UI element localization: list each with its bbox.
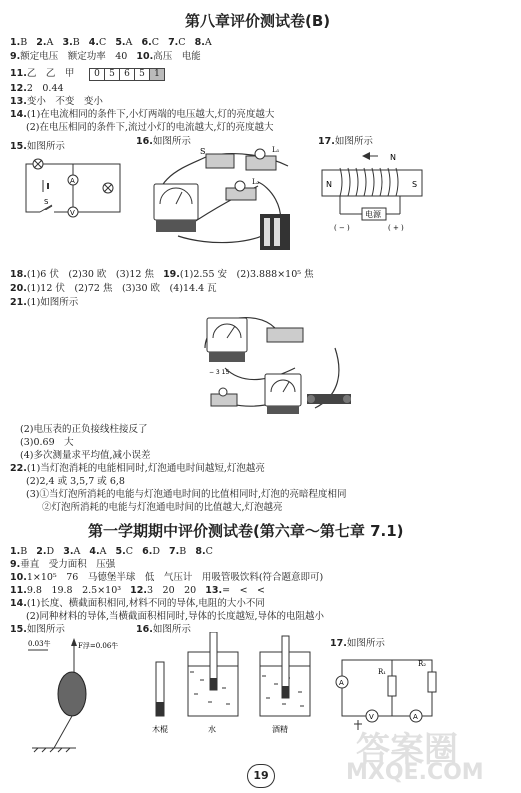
fig16-label: 16.如图所示 (136, 136, 191, 147)
answer-21-2: (2)电压表的正负接线柱接反了 (20, 424, 148, 435)
svg-text:V: V (369, 713, 374, 721)
mid-answer-11-13: 11.9.8 19.8 2.5×10³ 12.3 20 20 13.= < < (10, 585, 266, 596)
answer-13: 13.变小 不变 变小 (10, 96, 103, 107)
answer-21-1: 21.(1)如图所示 (10, 297, 79, 308)
answer-9-10: 9.额定电压 额定功率 40 10.高压 电能 (10, 51, 201, 62)
answer-20: 20.(1)12 伏 (2)72 焦 (3)30 欧 (4)14.4 瓦 (10, 283, 217, 294)
mid-fig17-label: 17.如图所示 (330, 638, 385, 649)
svg-text:水: 水 (208, 725, 216, 734)
svg-text:A: A (339, 679, 344, 687)
solenoid-diagram-17 (318, 150, 428, 240)
meter-reading-boxes: 0 5 6 5 1 (90, 68, 165, 81)
svg-text:N: N (326, 180, 332, 189)
answer-21-4: (4)多次测量求平均值,减小误差 (20, 450, 151, 461)
answer-22-3b: ②灯泡所消耗的电能与灯泡通电时间的比值越大,灯泡越亮 (42, 502, 283, 513)
answer-22-2: (2)2,4 或 3,5,7 或 6,8 (26, 476, 125, 487)
svg-text:− 3 15: − 3 15 (209, 369, 230, 376)
page-number: 19 (247, 764, 275, 788)
fig15-label: 15.如图所示 (10, 141, 65, 152)
page-title: 第八章评价测试卷(B) (185, 12, 331, 30)
svg-text:酒精: 酒精 (272, 725, 288, 734)
svg-text:L₁: L₁ (272, 146, 280, 154)
svg-text:S: S (412, 180, 418, 189)
answer-12: 12.2 0.44 (10, 83, 64, 94)
section-title: 第一学期期中评价测试卷(第六章～第七章 7.1) (88, 522, 404, 540)
mid-answer-14-2: (2)同种材料的导体,当横截面积相同时,导体的长度越短,导体的电阻越小 (26, 611, 325, 622)
answer-22-1: 22.(1)当灯泡消耗的电能相同时,灯泡通电时间越短,灯泡越亮 (10, 463, 265, 474)
answer-14-1: 14.(1)在电流相同的条件下,小灯两端的电压越大,灯的亮度越大 (10, 109, 275, 120)
svg-text:R₁: R₁ (378, 668, 387, 676)
mid-answer-row-1-8: 1.B 2.D 3.A 4.A 5.C 6.D 7.B 8.C (10, 546, 213, 557)
svg-text:( + ): ( + ) (388, 224, 404, 232)
density-diagram-16 (148, 632, 328, 742)
answer-18-19: 18.(1)6 伏 (2)30 欧 (3)12 焦 19.(1)2.55 安 (2)3.888×10⁵ 焦 (10, 269, 314, 280)
answer-row-1-8: 1.B 2.A 3.B 4.C 5.A 6.C 7.C 8.A (10, 37, 212, 48)
ammeter-symbol: A (70, 177, 75, 185)
voltmeter-symbol: V (70, 209, 75, 217)
mid-fig15-label: 15.如图所示 (10, 624, 65, 635)
answer-14-2: (2)在电压相同的条件下,流过小灯的电流越大,灯的亮度越大 (26, 122, 274, 133)
mid-answer-10: 10.1×10⁵ 76 马德堡半球 低 气压计 用吸管吸饮料(符合题意即可) (10, 572, 324, 583)
apparatus-diagram-16 (148, 146, 306, 256)
power-supply-label: 电源 (365, 210, 381, 219)
compass-north: N (390, 153, 396, 162)
svg-text:A: A (413, 713, 418, 721)
watermark-url: MXQE.COM (346, 760, 484, 785)
svg-text:木棍: 木棍 (152, 725, 168, 734)
svg-text:0.03牛: 0.03牛 (28, 640, 51, 648)
watermark-logo: 答案圈 (356, 730, 458, 770)
svg-text:R₂: R₂ (418, 660, 427, 668)
svg-text:( − ): ( − ) (334, 224, 350, 232)
mid-answer-9: 9.垂直 受力面积 压强 (10, 559, 116, 570)
circuit-diagram-15 (18, 158, 128, 220)
mid-answer-14-1: 14.(1)长度、横截面积相同,材料不同的导体,电阻的大小不同 (10, 598, 265, 609)
answer-21-3: (3)0.69 大 (20, 437, 74, 448)
svg-text:S: S (200, 147, 206, 156)
switch-symbol: S (44, 198, 49, 206)
mid-fig16-label: 16.如图所示 (136, 624, 191, 635)
buoyancy-diagram-15 (12, 636, 122, 756)
fig17-label: 17.如图所示 (318, 136, 373, 147)
circuit-diagram-17 (330, 652, 440, 732)
answer-22-3a: (3)①当灯泡所消耗的电能与灯泡通电时间的比值相同时,灯泡的亮暗程度相同 (26, 489, 347, 500)
answer-11: 11.乙 乙 甲 (10, 68, 75, 79)
svg-text:L₂: L₂ (252, 178, 260, 186)
apparatus-diagram-21 (195, 308, 355, 418)
svg-text:F浮=0.06牛: F浮=0.06牛 (78, 642, 119, 650)
